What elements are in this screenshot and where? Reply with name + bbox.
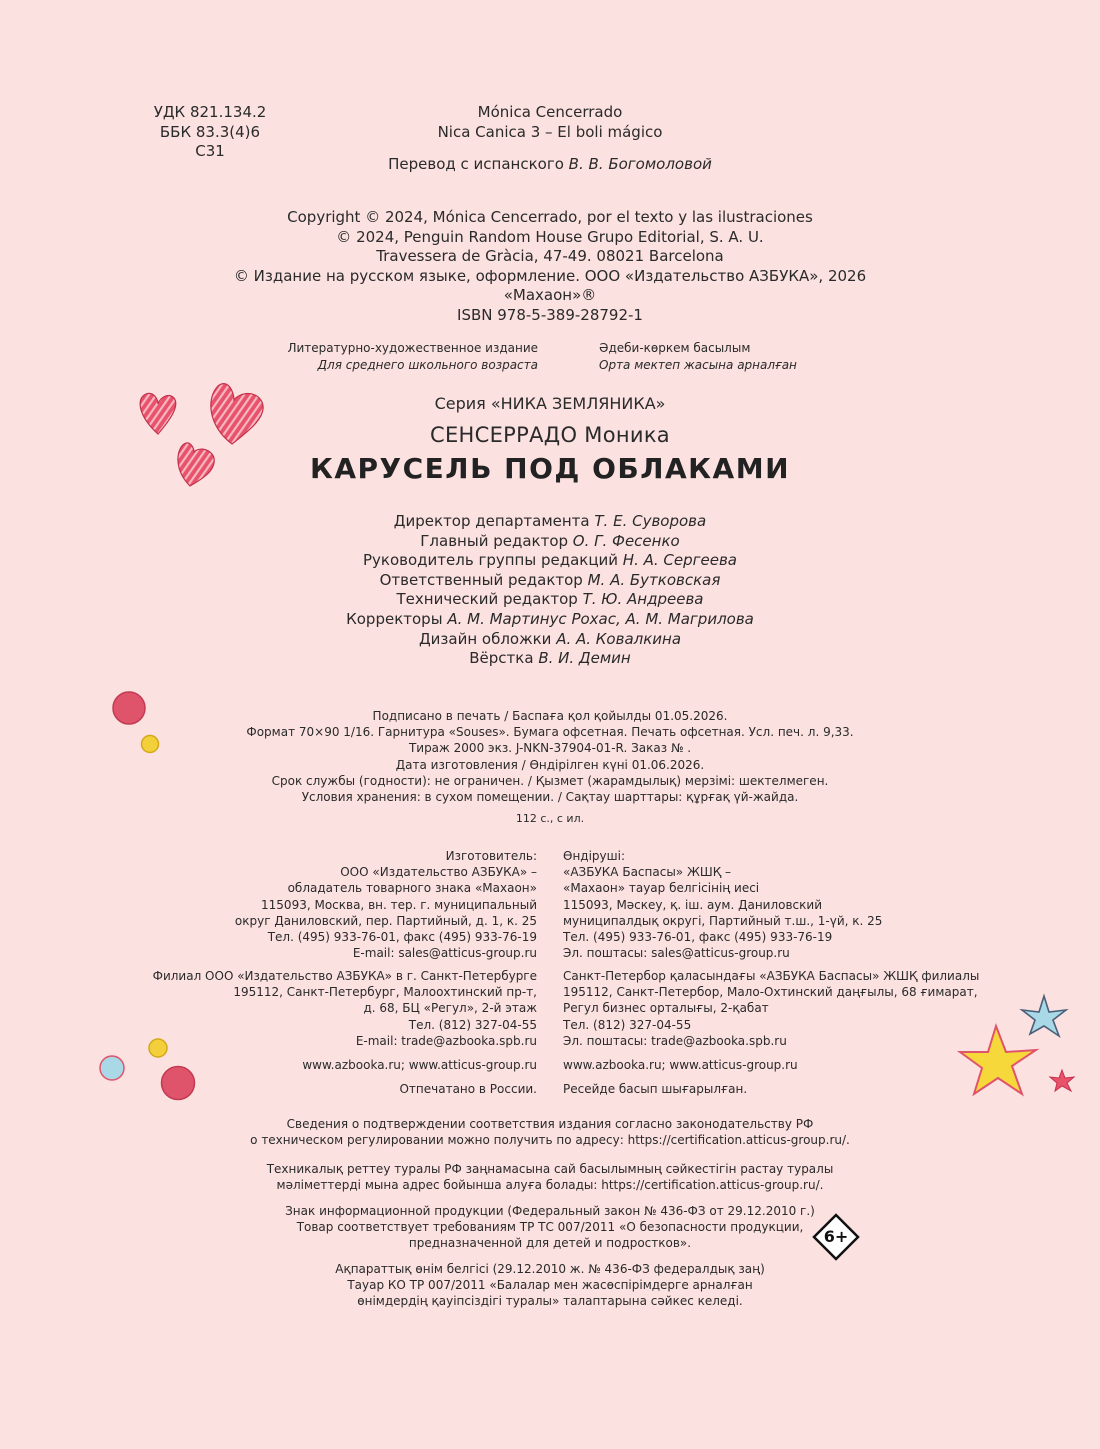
original-title: Nica Canica 3 – El boli mágico	[437, 122, 663, 141]
udk-code: УДК 821.134.2	[153, 103, 267, 121]
bbk-code: ББК 83.3(4)6	[159, 122, 261, 141]
certification-kz: Техникалық реттеу туралы РФ заңнамасына сай басылымның сәйкестігін растау туралы мәліметтерді мына адрес бойынша алуға болады: https://certification.atticus-group.ru/.	[266, 1162, 834, 1193]
branch-ru: Филиал ООО «Издательство АЗБУКА» в г. Санкт-Петербурге 195112, Санкт-Петербург, Малоохтинский пр-т, д. 68, БЦ «Регул», 2-й этаж Тел. (812) 327-04-55 E-mail: trade@azbooka.spb.ru	[152, 969, 537, 1048]
manufacturer-ru: Изготовитель: ООО «Издательство АЗБУКА» – обладатель товарного знака «Махаон» 115093, Москва, вн. тер. г. муниципальный округ Даниловский, пер. Партийный, д. 1, к. 25 Тел. (495) 933-76-01, факс (495) 933-76-19 E-mail: sales@atticus-group.ru	[234, 849, 537, 961]
genre-type-kz: Әдеби-көркем басылым	[599, 341, 751, 355]
page-count: 112 с., с ил.	[515, 812, 585, 825]
genre-type-ru: Литературно-художественное издание	[287, 341, 538, 355]
classification-codes	[150, 103, 270, 162]
staff-credits	[200, 512, 900, 669]
staff-line: Главный редактор О. Г. Фесенко	[420, 531, 680, 550]
original-edition	[370, 103, 730, 142]
print-details	[150, 708, 950, 805]
age-rating: 6+	[823, 1227, 849, 1246]
info-product-sign-kz: Ақпараттық өнім белгісі (29.12.2010 ж. № 436-ФЗ федералдық заң) Тауар КО ТР 007/2011 «Балалар мен жасөспірімдерге арналған өнімдердің қауіпсіздігі туралы» талаптарына сәйкес келеді.	[335, 1262, 765, 1309]
genre-kz	[599, 340, 899, 374]
manufacturer-kz: Өндіруші: «АЗБУКА Баспасы» ЖШҚ – «Махаон» тауар белгісінің иесі 115093, Мәскеу, қ. іш. аум. Даниловский муниципалдық округі, Партийный т.ш., 1-үй, к. 25 Тел. (495) 933-76-01, факс (495) 933-76-19 Эл. поштасы: sales@atticus-group.ru	[563, 849, 883, 961]
staff-line: Вёрстка В. И. Демин	[469, 649, 631, 668]
heart-icon	[140, 393, 176, 434]
printed-in-ru: Отпечатано в России.	[399, 1082, 537, 1096]
websites-kz: www.azbooka.ru; www.atticus-group.ru	[563, 1058, 798, 1072]
info-product-sign-ru: Знак информационной продукции (Федеральный закон № 436-ФЗ от 29.12.2010 г.) Товар соответствует требованиям ТР ТС 007/2011 «О безопасности продукции, предназначенной для детей и подростков».	[285, 1204, 815, 1251]
copyright-line: © 2024, Penguin Random House Grupo Editorial, S. A. U.	[336, 227, 764, 246]
book-author: СЕНСЕРРАДО Моника	[430, 423, 670, 447]
translation-prefix: Перевод с испанского	[388, 155, 569, 173]
stars-decoration	[956, 990, 1082, 1102]
isbn: ISBN 978-5-389-28792-1	[457, 305, 643, 324]
staff-line: Дизайн обложки А. А. Ковалкина	[418, 629, 682, 648]
yellow-star-icon	[960, 1026, 1036, 1094]
trademark-line: «Махаон»®	[503, 286, 597, 305]
staff-line: Ответственный редактор М. А. Бутковская	[379, 570, 721, 589]
staff-line: Корректоры А. М. Мартинус Рохас, А. М. Магрилова	[346, 609, 754, 628]
translation-credit	[300, 155, 800, 173]
book-title: КАРУСЕЛЬ ПОД ОБЛАКАМИ	[309, 452, 791, 485]
websites-ru: www.azbooka.ru; www.atticus-group.ru	[302, 1058, 537, 1072]
printed-in-kz: Ресейде басып шығарылған.	[563, 1082, 748, 1096]
branch-kz: Санкт-Петербор қаласындағы «АЗБУКА Баспасы» ЖШҚ филиалы 195112, Санкт-Петербор, Мало-Охтинский даңғылы, 68 ғимарат, Регул бизнес орталығы, 2-қабат Тел. (812) 327-04-55 Эл. поштасы: trade@azbooka.spb.ru	[563, 969, 980, 1048]
staff-line: Руководитель группы редакций Н. А. Сергеева	[362, 551, 738, 570]
translator-name: В. В. Богомоловой	[568, 155, 712, 173]
blue-dot-icon	[100, 1056, 124, 1080]
author-mark: С31	[195, 142, 225, 160]
copyright-line: Copyright © 2024, Mónica Cencerrado, por el texto y las ilustraciones	[287, 208, 813, 226]
print-line: Формат 70×90 1/16. Гарнитура «Souses». Бумага офсетная. Печать офсетная. Усл. печ. л. 9,33.	[246, 725, 854, 740]
print-line: Тираж 2000 экз. J-NKN-37904-01-R. Заказ № .	[408, 741, 692, 756]
staff-line: Директор департамента Т. Е. Суворова	[393, 512, 707, 530]
copyright-block	[200, 208, 900, 326]
certification-ru: Сведения о подтверждении соответствия издания согласно законодательству РФ о техническом регулировании можно получить по адресу: https://certification.atticus-group.ru/.	[250, 1117, 850, 1148]
genre-ru	[200, 340, 538, 374]
print-line: Подписано в печать / Баспаға қол қойылды 01.05.2026.	[372, 709, 728, 723]
copyright-line: Travessera de Gràcia, 47-49. 08021 Barcelona	[376, 247, 724, 266]
genre-age-kz: Орта мектеп жасына арналған	[599, 358, 797, 372]
series-name: Серия «НИКА ЗЕМЛЯНИКА»	[434, 394, 666, 413]
red-dot-icon	[113, 692, 145, 724]
genre-age-ru: Для среднего школьного возраста	[317, 358, 538, 372]
pink-star-icon	[1050, 1070, 1074, 1091]
copyright-line: © Издание на русском языке, оформление. ООО «Издательство АЗБУКА», 2026	[233, 266, 867, 285]
print-line: Условия хранения: в сухом помещении. / Сақтау шарттары: құрғақ үй-жайда.	[301, 790, 799, 805]
age-rating-badge	[812, 1213, 860, 1261]
blue-star-icon	[1022, 996, 1066, 1036]
print-line: Дата изготовления / Өндірілген күні 01.06.2026.	[395, 757, 705, 772]
print-line: Срок службы (годности): не ограничен. / Қызмет (жарамдылық) мерзімі: шектелмеген.	[271, 773, 829, 788]
original-author: Mónica Cencerrado	[477, 103, 623, 121]
staff-line: Технический редактор Т. Ю. Андреева	[396, 590, 704, 609]
